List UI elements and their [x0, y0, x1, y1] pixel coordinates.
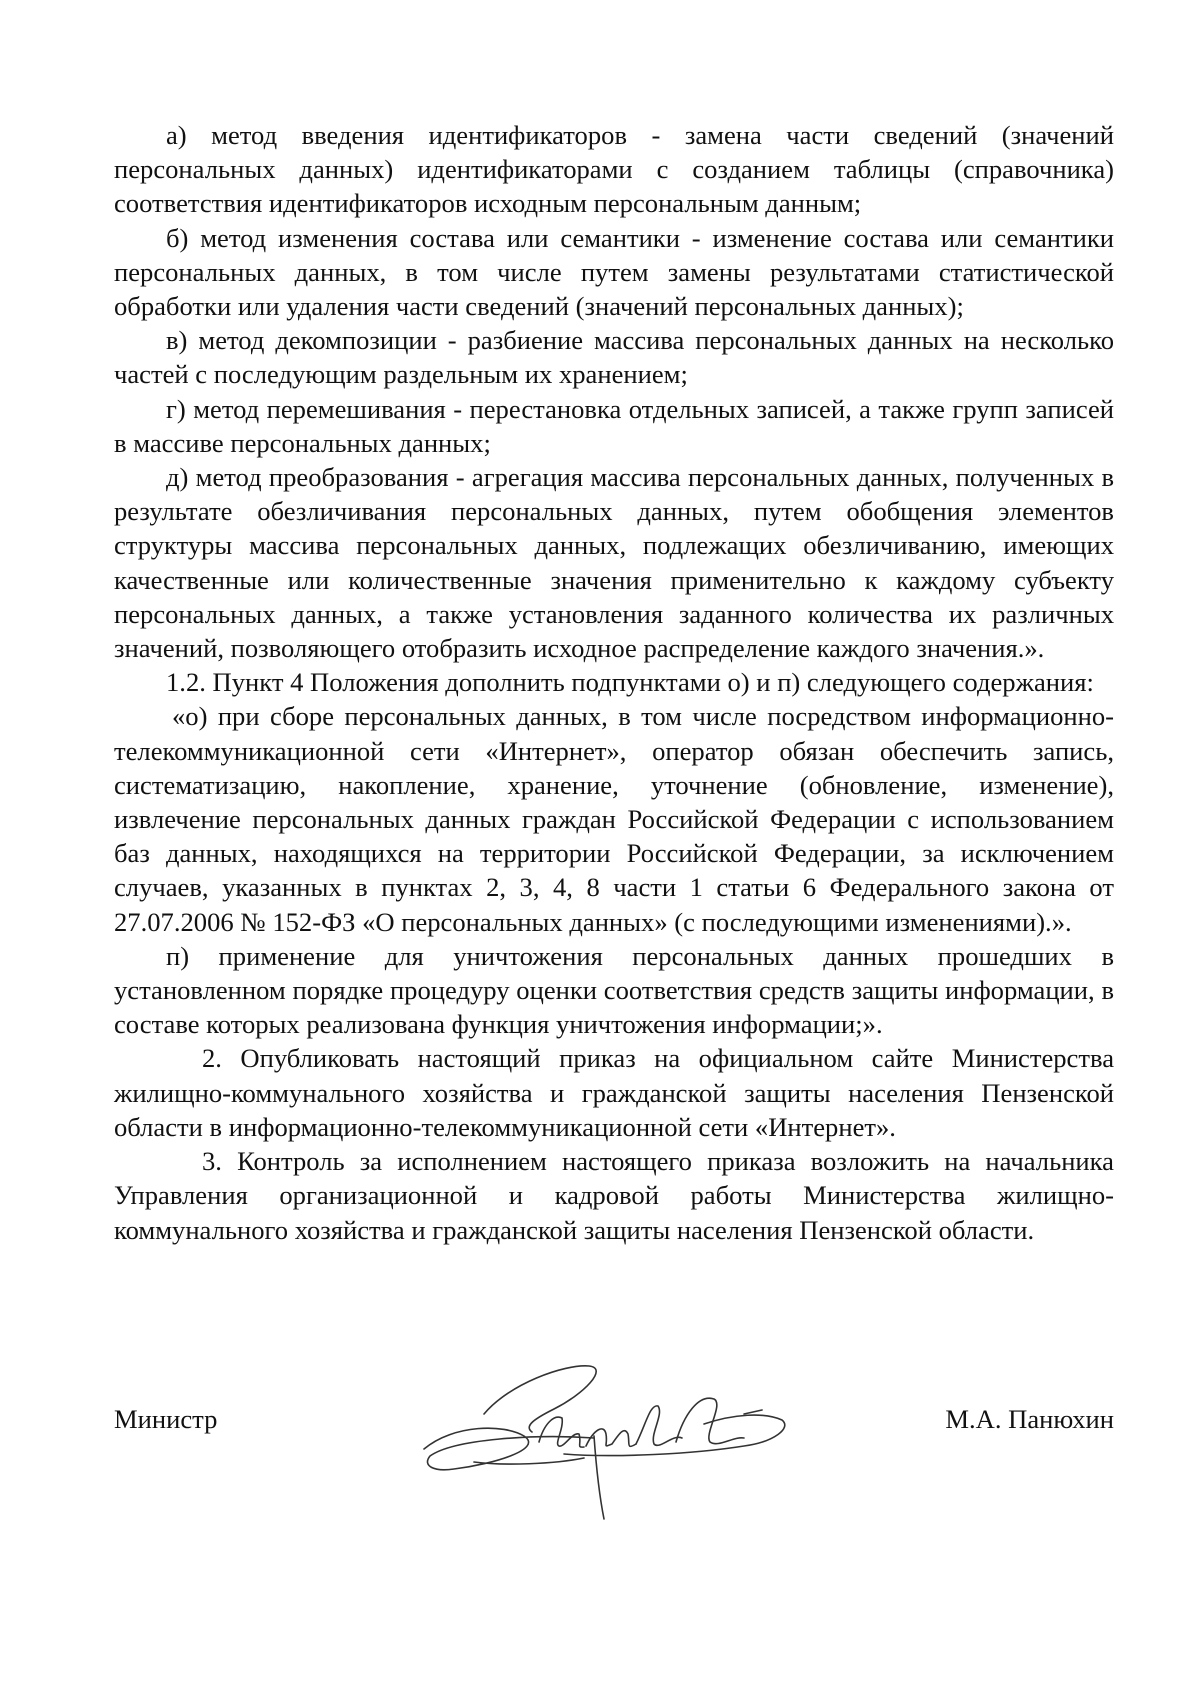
paragraph-method-shuffle: г) метод перемешивания - перестановка отдельных записей, а также групп записей в массиве персональных данных;	[114, 393, 1114, 458]
signatory-name: М.А. Панюхин	[945, 1404, 1114, 1434]
document-body	[114, 118, 1114, 1247]
paragraph-method-semantics: б) метод изменения состава или семантики - изменение состава или семантики персональных данных, в том числе путем замены результатами статистической обработки или удаления части сведений (значений персональных данных);	[114, 222, 1114, 322]
handwritten-signature	[414, 1354, 794, 1524]
paragraph-clause-1-2: 1.2. Пункт 4 Положения дополнить подпунктами о) и п) следующего содержания:	[166, 667, 1094, 698]
paragraph-method-transform: д) метод преобразования - агрегация массива персональных данных, полученных в результате обезличивания персональных данных, путем обобщения элементов структуры массива персональных данных, подлежащих обезличиванию, имеющих качественные или количественные значения применительно к каждому субъекту персональных данных, а также установления заданного количества их различных значений, позволяющего отобразить исходное распределение каждого значения.».	[114, 462, 1114, 664]
paragraph-subclause-o: «о) при сборе персональных данных, в том числе посредством информационно-телекоммуникационной сети «Интернет», оператор обязан обеспечить запись, систематизацию, накопление, хранение, уточнение (обновление, изменение), извлечение персональных данных граждан Российской Федерации с использованием баз данных, находящихся на территории Российской Федерации, за исключением случаев, указанных в пунктах 2, 3, 4, 8 части 1 статьи 6 Федерального закона от 27.07.2006 № 152-ФЗ «О персональных данных» (с последующими изменениями).».	[114, 701, 1114, 937]
paragraph-clause-2: 2. Опубликовать настоящий приказ на официальном сайте Министерства жилищно-коммунального хозяйства и гражданской защиты населения Пензенской области в информационно-телекоммуникационной сети «Интернет».	[114, 1043, 1114, 1142]
signature-block	[114, 1370, 1114, 1530]
paragraph-clause-3: 3. Контроль за исполнением настоящего приказа возложить на начальника Управления организационной и кадровой работы Министерства жилищно-коммунального хозяйства и гражданской защиты населения Пензенской области.	[114, 1146, 1114, 1245]
paragraph-subclause-p: п) применение для уничтожения персональных данных прошедших в установленном порядке процедуру оценки соответствия средств защиты информации, в составе которых реализована функция уничтожения информации;».	[114, 940, 1114, 1040]
paragraph-method-decomposition: в) метод декомпозиции - разбиение массива персональных данных на несколько частей с последующим раздельным их хранением;	[114, 325, 1114, 390]
paragraph-method-identifiers: а) метод введения идентификаторов - замена части сведений (значений персональных данных) идентификаторами с созданием таблицы (справочника) соответствия идентификаторов исходным персональным данным;	[114, 120, 1114, 219]
signatory-title: Министр	[114, 1404, 218, 1434]
